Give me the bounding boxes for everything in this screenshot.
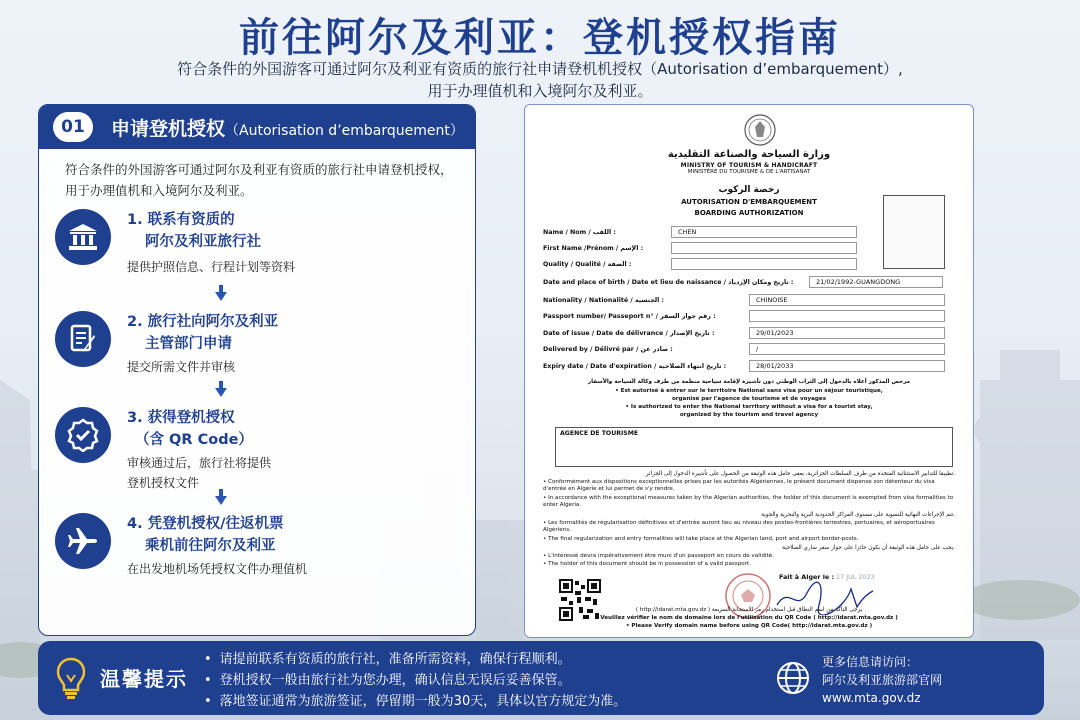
step-2-heading-line-1: 2. 旅行社向阿尔及利亚 xyxy=(127,314,279,330)
field-value-first-name xyxy=(671,242,857,254)
field-label-quality: Quality / Qualité / الصفة : xyxy=(543,261,632,268)
more-info-label: 更多信息请访问： xyxy=(822,655,919,669)
more-info xyxy=(822,653,942,707)
field-label-delivered-by: Delivered by / Délivré par / صادر عن : xyxy=(543,346,673,353)
note-2-en: • The final regularization and entry formalities will take place at the Algerian land, port and airport border-posts. xyxy=(543,536,859,542)
airplane-icon xyxy=(55,513,111,569)
field-value-delivered-by: / xyxy=(749,343,945,355)
tip-item: • 落地签证通常为旅游签证，停留期一般为30天，具体以官方规定为准。 xyxy=(204,691,626,712)
note-1-ar: تطبيقا للتدابير الاستثنائية المتخذة من طرف السلطات الجزائرية، يعفى حامل هذه الوثيقة من الحصول على تأشيرة الدخول إلى الجزائر. xyxy=(645,471,955,477)
step-3-heading xyxy=(127,407,253,451)
panel-title xyxy=(111,114,464,141)
field-value-quality xyxy=(671,258,857,270)
fait-date: 17 JUL 2023 xyxy=(836,573,875,581)
tips-bar xyxy=(38,641,1044,715)
tip-item: • 请提前联系有资质的旅行社，准备所需资料，确保行程顺利。 xyxy=(204,649,626,670)
step-3-description-line-2: 登机授权文件 xyxy=(127,476,200,490)
note-2-ar: تتم الإجراءات النهائية للتسوية على مستوى المراكز الحدودية البرية والبحرية والجوية. xyxy=(761,512,955,518)
authorization-text-fr-1: • Est autorisé à entrer sur le territoire National sans visa pour un séjour touristique, xyxy=(615,388,883,394)
intro-line-1: 符合条件的外国游客可通过阿尔及利亚有资质的旅行社申请登机授权， xyxy=(65,162,453,177)
fait-label: Fait à Alger le : xyxy=(779,573,835,581)
tip-item: • 登机授权一般由旅行社为您办理，确认信息无误后妥善保管。 xyxy=(204,670,626,691)
step-3-heading-line-2: （含 QR Code） xyxy=(135,432,253,448)
note-2-fr: • Les formalités de régularisation définitives et d'entrée auront lieu au niveau des postes-frontières terrestres, portuaires, et aéroportuaires Algériens. xyxy=(543,520,935,534)
step-4-heading xyxy=(127,513,283,557)
footer-domain-fr: Veuillez vérifier le nom de domaine lors de l'utilisation du QR Code ( http://idarat.mta.gov.dz ) xyxy=(600,615,898,621)
step-1-heading xyxy=(127,209,261,253)
page-subtitle xyxy=(0,58,1080,102)
panel-title-zh: 申请登机授权 xyxy=(111,117,226,140)
step-2 xyxy=(55,311,465,381)
step-arrow-icon xyxy=(215,496,227,505)
document-title-en: BOARDING AUTHORIZATION xyxy=(694,209,804,217)
subtitle-line-2: 用于办理值机和入境阿尔及利亚。 xyxy=(427,82,653,100)
field-label-nationality: Nationality / Nationalité / الجنسية : xyxy=(543,297,665,304)
more-info-site: 阿尔及利亚旅游部官网 xyxy=(822,673,943,687)
field-value-issue-date: 29/01/2023 xyxy=(749,327,945,339)
step-3-heading-line-1: 3. 获得登机授权 xyxy=(127,410,235,426)
field-value-expiry: 28/01/2033 xyxy=(749,360,945,372)
subtitle-line-1: 符合条件的外国游客可通过阿尔及利亚有资质的旅行社申请登机机授权（Autorisation d’embarquement）, xyxy=(177,60,903,78)
note-1-en: • In accordance with the exceptional measures taken by the Algerian authorities, the holder of this document is exempted from visa formalities to enter Algeria. xyxy=(543,495,954,509)
boarding-authorization-document xyxy=(524,104,974,638)
field-label-expiry: Expiry date / Date d'expiration / تاريخ انتهاء الصلاحية : xyxy=(543,363,727,370)
field-value-passport xyxy=(749,310,945,322)
tips-title: 温馨提示 xyxy=(100,667,188,691)
note-1-fr: • Conformément aux dispositions exceptionnelles prises par les autorités Algériennes, le présent document dispense son détenteur du visa d'entrée en Algérie et lui permet de s'y rendre. xyxy=(543,479,935,493)
algeria-emblem-icon xyxy=(735,113,785,147)
authorization-text-ar: مرخص المذكور أعلاه بالدخول إلى التراب الوطني دون تأشيرة لإقامة سياحية منظمة من طرف وكالة السياحة والأسفار xyxy=(587,379,911,385)
document-pen-icon xyxy=(55,311,111,367)
footer-domain-en: • Please Verify domain name before using QR Code( http://idarat.mta.gov.dz ) xyxy=(625,623,873,629)
ministry-name-en: MINISTRY OF TOURISM & HANDICRAFT xyxy=(680,162,818,169)
panel-title-fr: （Autorisation d’embarquement） xyxy=(225,122,464,139)
authorization-text-en-1: • Is authorized to enter the National territory without a visa for a tourist stay, xyxy=(625,404,873,410)
panel-header xyxy=(39,105,475,149)
note-3-fr: • L'intéressé devra impérativement être muni d'un passeport en cours de validité. xyxy=(543,553,774,559)
more-info-url[interactable]: www.mta.gov.dz xyxy=(822,691,921,705)
step-4-heading-line-1: 4. 凭登机授权/往返机票 xyxy=(127,516,284,532)
intro-line-2: 用于办理值机和入境阿尔及利亚。 xyxy=(65,183,253,198)
application-steps-panel xyxy=(38,104,476,636)
photo-placeholder xyxy=(883,195,945,269)
field-value-birth: 21/02/1992-GUANGDONG xyxy=(809,276,943,288)
document-title-fr: AUTORISATION D'EMBARQUEMENT xyxy=(681,198,817,206)
ministry-name-fr: MINISTÈRE DU TOURISME & DE L'ARTISANAT xyxy=(687,169,811,175)
document-page xyxy=(539,111,959,633)
step-4-description: 在出发地机场凭授权文件办理值机 xyxy=(127,562,308,576)
field-value-nationality: CHINOISE xyxy=(749,294,945,306)
step-1 xyxy=(55,209,465,279)
travel-agency-box xyxy=(555,427,953,467)
note-3-ar: يجب على حامل هذه الوثيقة أن يكون حائزا على جواز سفر ساري الصلاحية. xyxy=(782,545,955,551)
section-number-badge: 01 xyxy=(53,112,93,142)
step-2-description: 提交所需文件并审核 xyxy=(127,360,236,374)
step-4-heading-line-2: 乘机前往阿尔及利亚 xyxy=(145,538,276,554)
step-1-heading-line-1: 1. 联系有资质的 xyxy=(127,212,235,228)
step-3-description-line-1: 审核通过后，旅行社将提供 xyxy=(127,456,272,470)
field-label-birth: Date and place of birth / Date et lieu de naissance / تاريخ ومكان الإزدياد : xyxy=(543,279,794,286)
travel-agency-label: AGENCE DE TOURISME xyxy=(560,430,639,437)
field-label-issue-date: Date of issue / Date de délivrance / تاريخ الإصدار : xyxy=(543,330,715,337)
field-label-first-name: First Name /Prénom / الإسم : xyxy=(543,245,644,252)
panel-intro xyxy=(39,149,475,201)
field-value-name: CHEN xyxy=(671,226,857,238)
step-arrow-icon xyxy=(215,292,227,301)
footer-domain-ar: ( http://idarat.mta.gov.dz ) يرجى التأكد من اسم النطاق قبل استخدام رمز الاستجابة السريعة xyxy=(635,607,863,613)
check-badge-icon xyxy=(55,407,111,463)
step-1-description: 提供护照信息、行程计划等资料 xyxy=(127,260,296,274)
page-title: 前往阿尔及利亚：登机授权指南 xyxy=(239,15,841,61)
step-3 xyxy=(55,407,465,490)
step-2-heading xyxy=(127,311,278,355)
note-3-en: • The holder of this document should be in possession of a valid passport. xyxy=(543,561,751,567)
field-label-name: Name / Nom / اللقب : xyxy=(543,229,616,236)
building-icon xyxy=(55,209,111,265)
globe-icon xyxy=(776,661,810,695)
step-4 xyxy=(55,513,465,583)
step-2-heading-line-2: 主管部门申请 xyxy=(145,336,232,352)
authorization-text-en-2: organized by the tourism and travel agency xyxy=(679,412,819,418)
authorization-text-fr-2: organisé par l'agence de tourisme et de voyages xyxy=(671,396,827,402)
step-arrow-icon xyxy=(215,388,227,397)
ministry-name-ar: وزارة السياحة والصناعة التقليدية xyxy=(667,149,831,160)
tips-list xyxy=(204,649,626,712)
lightbulb-icon xyxy=(54,653,88,701)
field-label-passport: Passport number/ Passeport n° / رقم جواز السفر : xyxy=(543,313,716,320)
step-1-heading-line-2: 阿尔及利亚旅行社 xyxy=(145,234,261,250)
document-title-ar: رخصة الركوب xyxy=(718,185,780,195)
